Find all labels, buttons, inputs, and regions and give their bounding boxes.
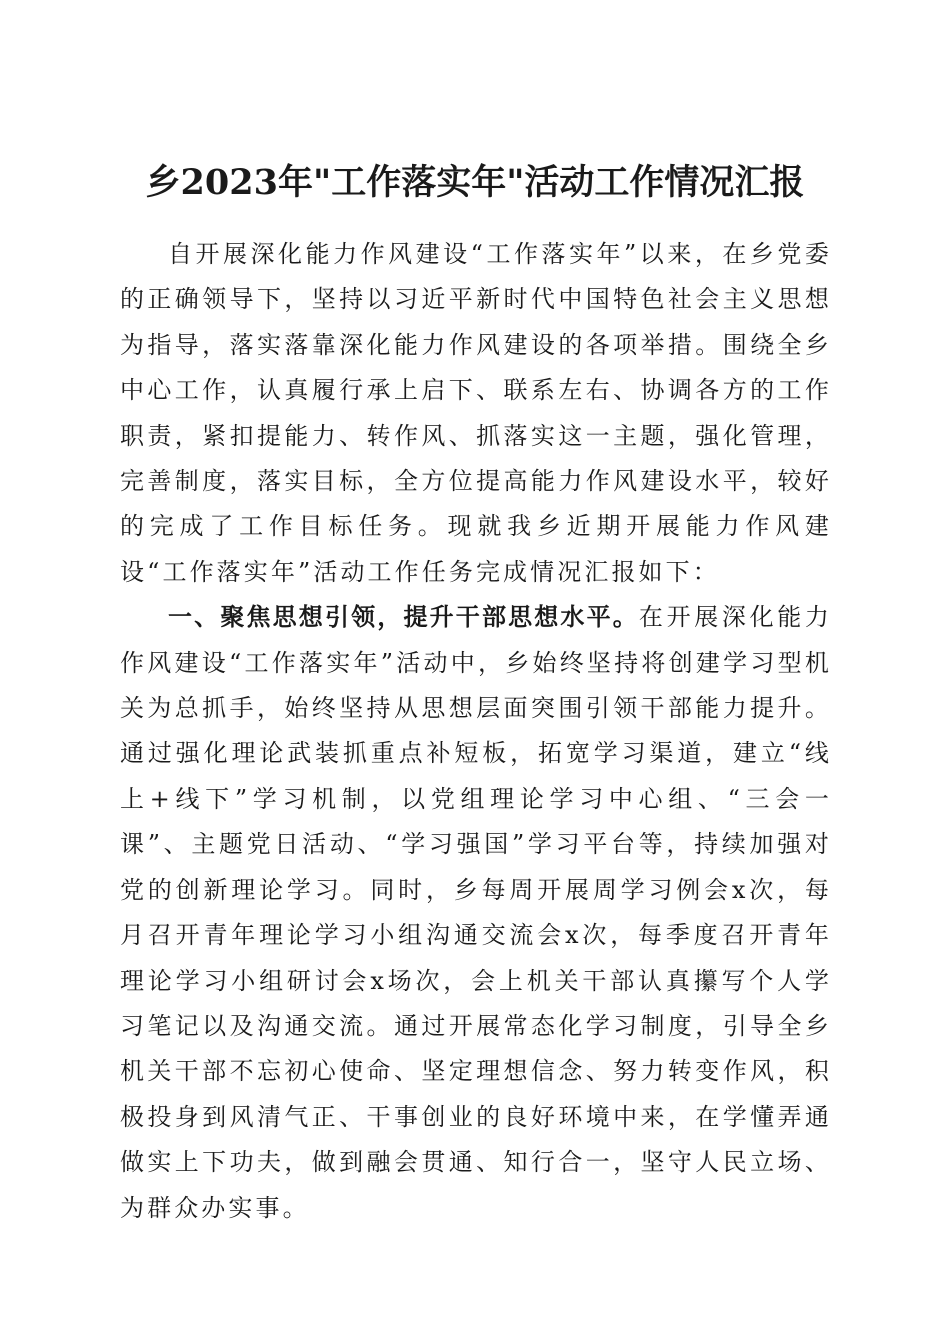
section-one-paragraph (120, 595, 832, 1231)
document-body (120, 232, 832, 1231)
document-title: 乡2023年"工作落实年"活动工作情况汇报 (145, 162, 805, 204)
section-one-heading: 一、聚焦思想引领，提升干部思想水平。 (168, 603, 639, 632)
section-one-text: 在开展深化能力作风建设“工作落实年”活动中，乡始终坚持将创建学习型机关为总抓手，始终坚持从思想层面突围引领干部能力提升。通过强化理论武装抓重点补短板，拓宽学习渠道，建立“线上+线下”学习机制，以党组理论学习中心组、“三会一课”、主题党日活动、“学习强国”学习平台等，持续加强对党的创新理论学习。同时，乡每周开展周学习例会x次，每月召开青年理论学习小组沟通交流会x次，每季度召开青年理论学习小组研讨会x场次，会上机关干部认真攥写个人学习笔记以及沟通交流。通过开展常态化学习制度，引导全乡机关干部不忘初心使命、坚定理想信念、努力转变作风，积极投身到风清气正、干事创业的良好环境中来，在学懂弄通做实上下功夫，做到融会贯通、知行合一，坚守人民立场、为群众办实事。 (120, 603, 832, 1222)
intro-paragraph (120, 232, 832, 595)
intro-paragraph-text: 自开展深化能力作风建设“工作落实年”以来，在乡党委的正确领导下，坚持以习近平新时代中国特色社会主义思想为指导，落实落靠深化能力作风建设的各项举措。围绕全乡中心工作，认真履行承上启下、联系左右、协调各方的工作职责，紧扣提能力、转作风、抓落实这一主题，强化管理，完善制度，落实目标，全方位提高能力作风建设水平，较好的完成了工作目标任务。现就我乡近期开展能力作风建设“工作落实年”活动工作任务完成情况汇报如下： (120, 240, 832, 586)
